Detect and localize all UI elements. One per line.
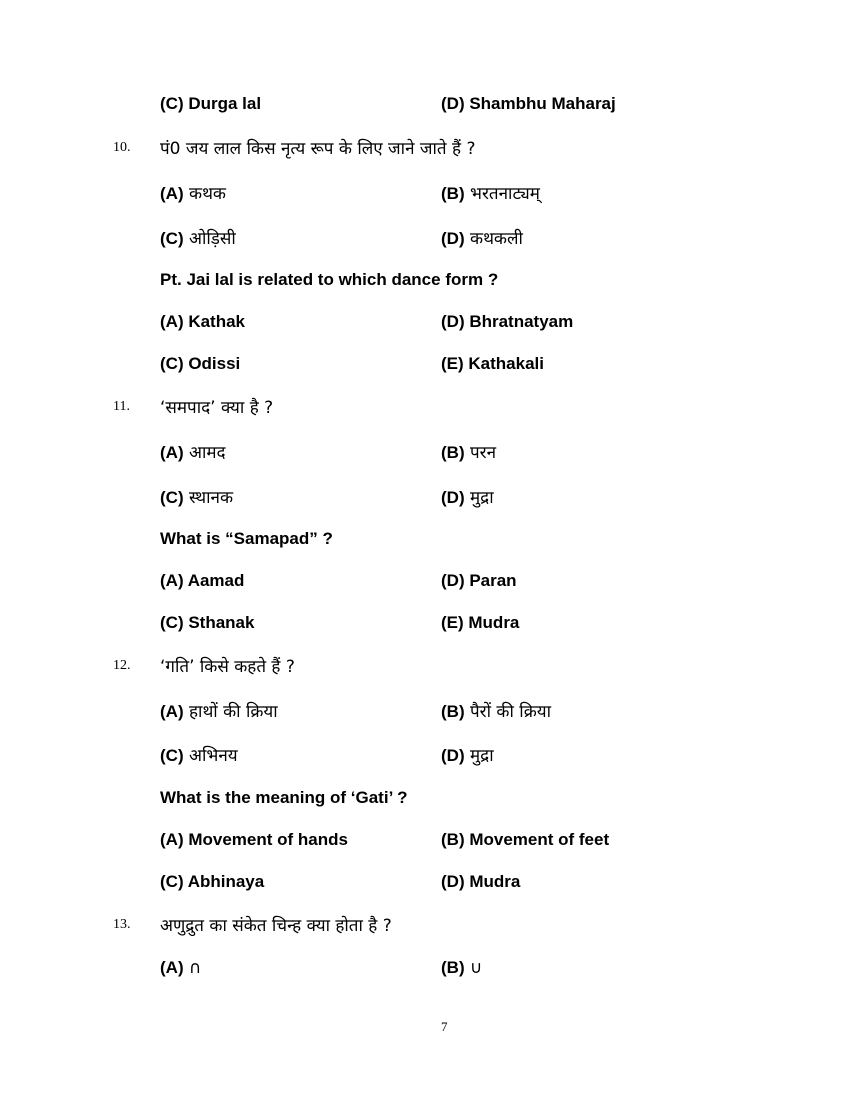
q11-english-option-1: (A) Aamad — [160, 571, 245, 590]
question-11-hindi: ‘समपाद’ क्या है ? — [160, 398, 274, 418]
q12-english-option-1: (A) Movement of hands — [160, 830, 348, 849]
q10-hindi-option-b: (B) भरतनाट्यम् — [441, 184, 540, 204]
q10-english-option-2: (D) Bhratnatyam — [441, 312, 574, 331]
q11-hindi-option-b: (B) परन — [441, 443, 497, 463]
q10-hindi-option-c: (C) ओड़िसी — [160, 229, 236, 249]
page-number: 7 — [441, 1019, 448, 1034]
q10-english-option-1: (A) Kathak — [160, 312, 246, 331]
q12-hindi-option-b: (B) पैरों की क्रिया — [441, 702, 552, 722]
q11-hindi-option-d: (D) मुद्रा — [441, 488, 494, 508]
option-d-q9: (D) Shambhu Maharaj — [441, 94, 616, 113]
question-number-11: 11. — [113, 399, 130, 414]
question-12-hindi: ‘गति’ किसे कहते हैं ? — [160, 657, 295, 677]
question-number-10: 10. — [113, 140, 131, 155]
question-10-hindi: पं0 जय लाल किस नृत्य रूप के लिए जाने जाते हैं ? — [160, 139, 476, 159]
q11-english-option-4: (E) Mudra — [441, 613, 520, 632]
option-c-q9: (C) Durga lal — [160, 94, 262, 113]
q12-english-option-3: (C) Abhinaya — [160, 872, 265, 891]
question-10-english: Pt. Jai lal is related to which dance form ? — [160, 270, 499, 289]
q10-english-option-4: (E) Kathakali — [441, 354, 544, 373]
q13-hindi-option-a: (A) ∩ — [160, 958, 202, 978]
question-11-english: What is “Samapad” ? — [160, 529, 333, 548]
q12-english-option-2: (B) Movement of feet — [441, 830, 610, 849]
question-number-13: 13. — [113, 917, 131, 932]
q12-hindi-option-d: (D) मुद्रा — [441, 746, 494, 766]
q11-english-option-3: (C) Sthanak — [160, 613, 255, 632]
q12-english-option-4: (D) Mudra — [441, 872, 521, 891]
q13-hindi-option-b: (B) ∪ — [441, 958, 483, 978]
q10-hindi-option-a: (A) कथक — [160, 184, 226, 204]
question-number-12: 12. — [113, 658, 131, 673]
q11-hindi-option-a: (A) आमद — [160, 443, 226, 463]
q10-english-option-3: (C) Odissi — [160, 354, 241, 373]
q12-hindi-option-a: (A) हाथों की क्रिया — [160, 702, 278, 722]
question-12-english: What is the meaning of ‘Gati’ ? — [160, 788, 408, 807]
q11-hindi-option-c: (C) स्थानक — [160, 488, 234, 508]
question-13-hindi: अणुद्रुत का संकेत चिन्ह क्या होता है ? — [160, 916, 392, 936]
q11-english-option-2: (D) Paran — [441, 571, 517, 590]
q10-hindi-option-d: (D) कथकली — [441, 229, 523, 249]
q12-hindi-option-c: (C) अभिनय — [160, 746, 238, 766]
